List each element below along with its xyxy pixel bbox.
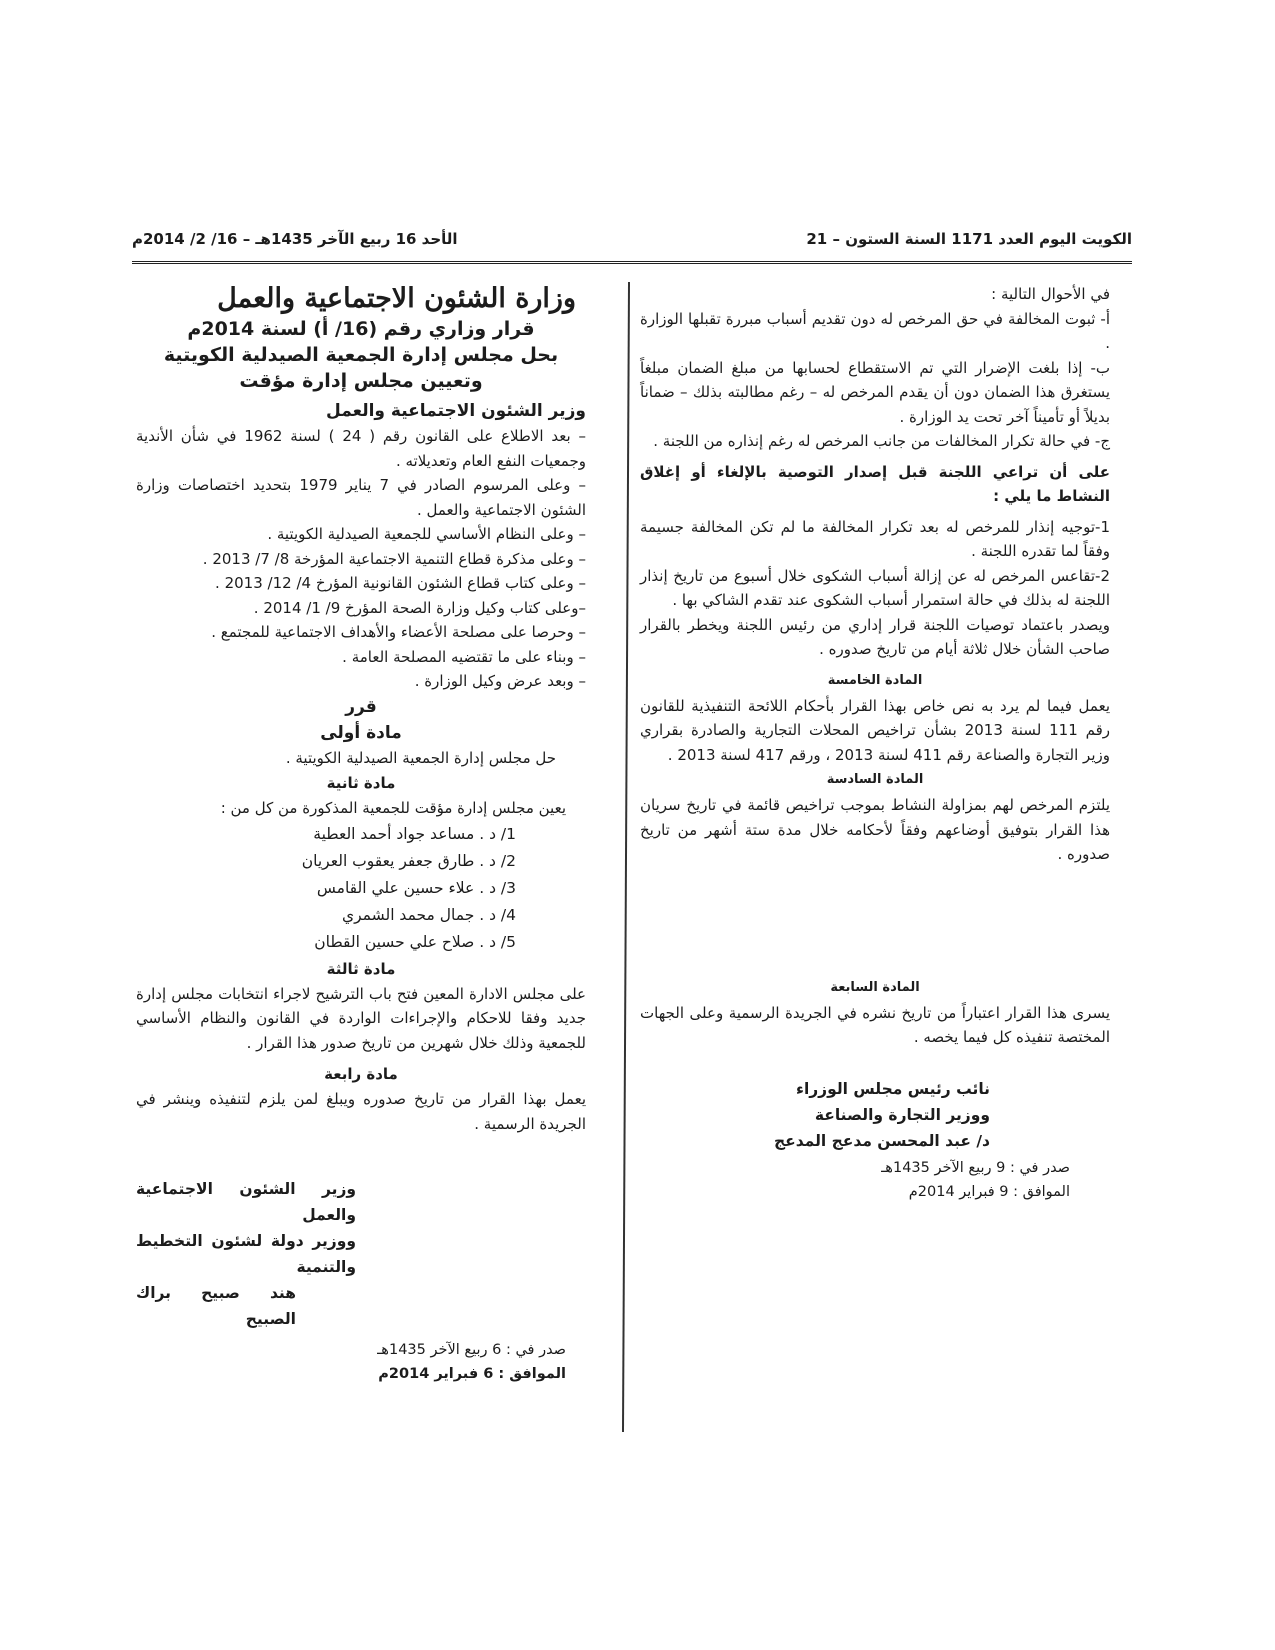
issued-hijri: صدر في : 6 ربيع الآخر 1435هـ xyxy=(377,1342,566,1358)
article-1-title: مادة أولى xyxy=(320,722,402,743)
case-b: ب- إذا بلغت الإضرار التي تم الاستقطاع لحسابها من مبلغ الضمان مبلغاً يستغرق هذا الضمان دون أن يقدم المرخص له – رغم مطالبته بذلك – ضماناً بديلاً أو تأميناً آخر تحت يد الوزارة . xyxy=(640,358,1110,426)
article-5-text: يعمل فيما لم يرد به نص خاص بهذا القرار بأحكام اللائحة التنفيذية للقانون رقم 111 لسنة 2013 بشأن تراخيص المحلات التجارية والصادرة بقراري وزير التجارة والصناعة رقم 411 لسنة 2013 ، ورقم 417 لسنة 2013 . xyxy=(640,696,1110,764)
article-7-text: يسرى هذا القرار اعتباراً من تاريخ نشره في الجريدة الرسمية وعلى الجهات المختصة تنفيذه كل فيما يخصه . xyxy=(640,1003,1110,1046)
signature-title-2: ووزير دولة لشئون التخطيط والتنمية xyxy=(136,1232,356,1276)
members-list xyxy=(136,821,586,956)
issue-paragraph: ويصدر باعتماد توصيات اللجنة قرار إداري من رئيس اللجنة ويخطر بالقرار صاحب الشأن خلال ثلاثة أيام من تاريخ صدوره . xyxy=(640,615,1110,658)
left-signature xyxy=(136,1176,586,1332)
article-4-text: يعمل بهذا القرار من تاريخ صدوره ويبلغ لمن يلزم لتنفيذه وينشر في الجريدة الرسمية . xyxy=(136,1090,586,1133)
recital-7: – وحرصا على مصلحة الأعضاء والأهداف الاجتماعية للمجتمع . xyxy=(211,623,586,641)
recital-9: – وبعد عرض وكيل الوزارة . xyxy=(414,672,586,690)
step-1: 1-توجيه إنذار للمرخص له بعد تكرار المخالفة ما لم تكن المخالفة جسيمة وفقاً لما تقدره اللجنة . xyxy=(640,517,1110,560)
list-item: 1/ د . مساعد جواد أحمد العطية xyxy=(313,824,516,843)
decision-title-3: وتعيين مجلس إدارة مؤقت xyxy=(239,370,483,392)
signature-title-1: وزير الشئون الاجتماعية والعمل xyxy=(136,1180,356,1224)
article-3-text: على مجلس الادارة المعين فتح باب الترشيح لاجراء انتخابات مجلس إدارة جديد وفقا للاحكام والإجراءات الواردة في القانون والنظام الأساسي للجمعية وذلك خلال شهرين من تاريخ صدور هذا القرار . xyxy=(136,984,586,1052)
signature-name: د/ عبد المحسن مدعج المدعج xyxy=(773,1131,990,1150)
decided-heading: قرر xyxy=(345,696,377,717)
signature-name: هند صبيح براك الصبيح xyxy=(136,1284,296,1328)
right-issue-date xyxy=(640,1156,1110,1204)
recital-1: – بعد الاطلاع على القانون رقم ( 24 ) لسنة 1962 في شأن الأندية وجمعيات النفع العام وتعديلاته . xyxy=(136,427,586,470)
signature-title-2: ووزير التجارة والصناعة xyxy=(814,1105,990,1124)
page-header xyxy=(132,224,1132,264)
article-2-title: مادة ثانية xyxy=(326,774,396,792)
header-issue-info: الكويت اليوم العدد 1171 السنة الستون – 21 xyxy=(806,230,1132,248)
case-a: أ- ثبوت المخالفة في حق المرخص له دون تقديم أسباب مبررة تقبلها الوزارة . xyxy=(640,309,1110,352)
decision-title-2: بحل مجلس إدارة الجمعية الصيدلية الكويتية xyxy=(163,344,559,366)
intro-text: في الأحوال التالية : xyxy=(991,285,1110,303)
article-6-text: يلتزم المرخص لهم بمزاولة النشاط بموجب تراخيص قائمة في تاريخ سريان هذا القرار بتوفيق أوضاعهم وفقاً لأحكامه خلال مدة ستة أشهر من تاريخ صدوره . xyxy=(640,796,1110,863)
article-5-title: المادة الخامسة xyxy=(827,672,923,688)
committee-note: على أن تراعي اللجنة قبل إصدار التوصية بالإلغاء أو إغلاق النشاط ما يلي : xyxy=(640,462,1110,505)
article-4-title: مادة رابعة xyxy=(324,1065,398,1083)
list-item: 3/ د . علاء حسين علي القامس xyxy=(316,878,516,897)
issued-hijri: صدر في : 9 ربيع الآخر 1435هـ xyxy=(881,1159,1070,1176)
list-item: 2/ د . طارق جعفر يعقوب العريان xyxy=(301,851,516,870)
decision-title-1: قرار وزاري رقم (16/ أ) لسنة 2014م xyxy=(187,318,535,340)
right-signature xyxy=(640,1076,1110,1154)
ministry-name: وزارة الشئون الاجتماعية والعمل xyxy=(217,283,576,314)
recital-6: –وعلى كتاب وكيل وزارة الصحة المؤرخ 9/ 1/ 2014 . xyxy=(253,598,586,617)
article-1-text: حل مجلس إدارة الجمعية الصيدلية الكويتية . xyxy=(285,748,556,767)
issued-gregorian: الموافق : 6 فبراير 2014م xyxy=(378,1366,566,1382)
recital-5: – وعلى كتاب قطاع الشئون القانونية المؤرخ 4/ 12/ 2013 . xyxy=(215,574,586,592)
article-6-title: المادة السادسة xyxy=(826,772,924,787)
left-column xyxy=(136,282,586,1386)
recital-3: – وعلى النظام الأساسي للجمعية الصيدلية الكويتية . xyxy=(267,525,586,543)
left-issue-date xyxy=(136,1338,586,1386)
case-c: ج- في حالة تكرار المخالفات من جانب المرخص له رغم إنذاره من اللجنة . xyxy=(653,432,1110,450)
recital-8: – وبناء على ما تقتضيه المصلحة العامة . xyxy=(342,647,586,666)
minister-heading: وزير الشئون الاجتماعية والعمل xyxy=(326,401,586,421)
article-3-title: مادة ثالثة xyxy=(326,959,396,978)
column-divider xyxy=(622,282,630,1432)
right-column xyxy=(640,282,1110,1204)
article-7-title: المادة السابعة xyxy=(830,979,920,995)
list-item: 5/ د . صلاح علي حسين القطان xyxy=(314,932,516,951)
header-date: الأحد 16 ربيع الآخر 1435هـ – 16/ 2/ 2014م xyxy=(132,230,458,248)
recital-4: – وعلى مذكرة قطاع التنمية الاجتماعية المؤرخة 8/ 7/ 2013 . xyxy=(202,549,586,568)
article-2-text: يعين مجلس إدارة مؤقت للجمعية المذكورة من كل من : xyxy=(220,799,566,817)
signature-title-1: نائب رئيس مجلس الوزراء xyxy=(796,1079,990,1098)
issued-gregorian: الموافق : 9 فبراير 2014م xyxy=(908,1183,1070,1200)
recital-2: – وعلى المرسوم الصادر في 7 يناير 1979 بتحديد اختصاصات وزارة الشئون الاجتماعية والعمل . xyxy=(136,476,586,519)
list-item: 4/ د . جمال محمد الشمري xyxy=(342,905,516,924)
step-2: 2-تقاعس المرخص له عن إزالة أسباب الشكوى خلال أسبوع من تاريخ إنذار اللجنة له بذلك في حالة استمرار أسباب الشكوى عند تقدم الشاكي بها . xyxy=(640,566,1110,609)
